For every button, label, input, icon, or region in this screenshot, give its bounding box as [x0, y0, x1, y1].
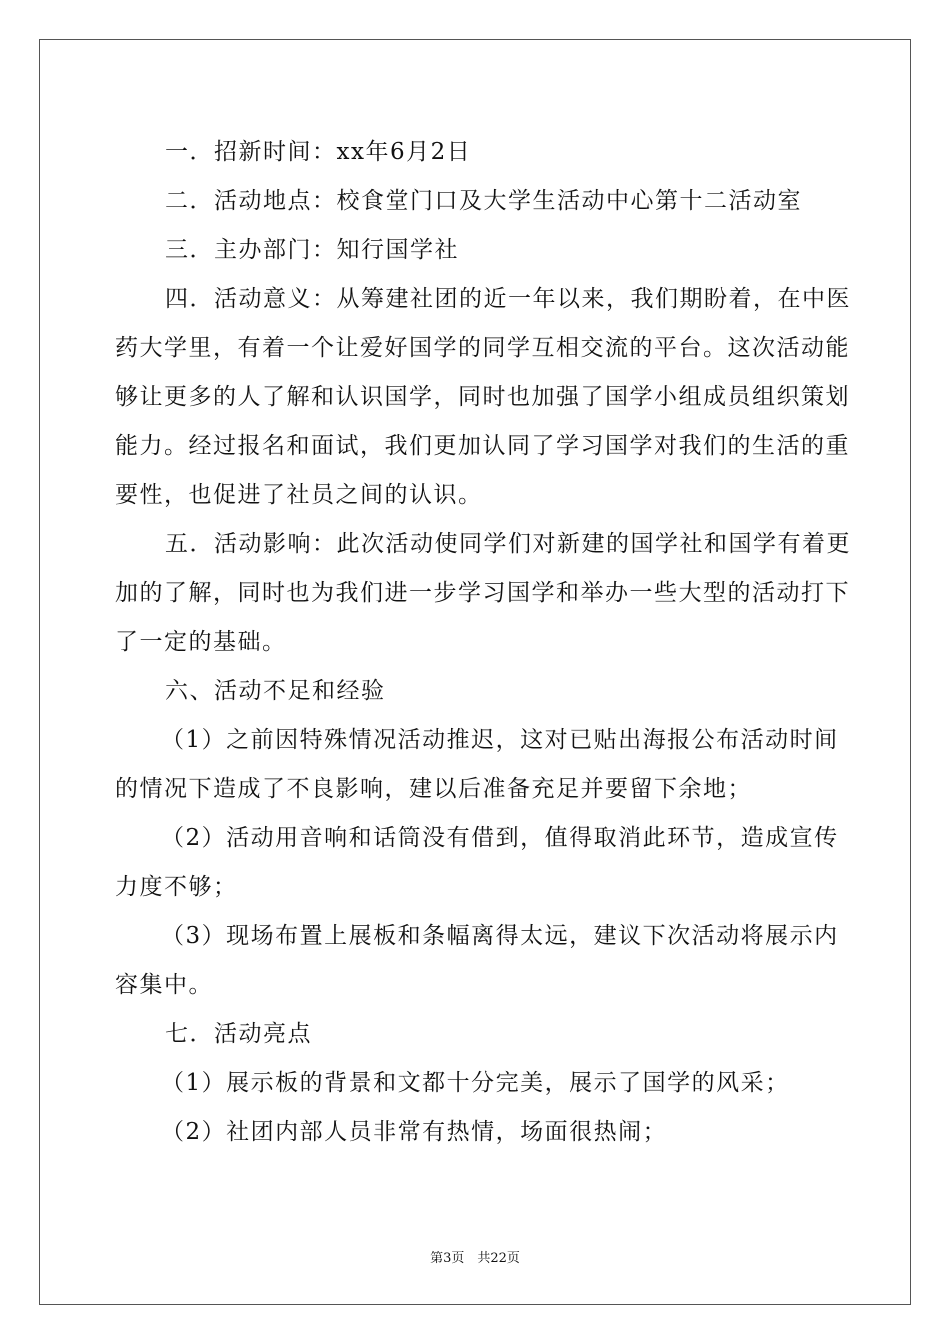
paragraph-line: （2）社团内部人员非常有热情，场面很热闹； [161, 1119, 668, 1145]
paragraph-line: 能力。经过报名和面试，我们更加认同了学习国学对我们的生活的重 [115, 433, 850, 459]
paragraph [115, 1108, 845, 1157]
paragraph [115, 128, 845, 177]
paragraph [115, 226, 845, 275]
paragraph [115, 814, 845, 912]
paragraph-line: 三．主办部门：知行国学社 [165, 237, 459, 263]
paragraph-line: 药大学里，有着一个让爱好国学的同学互相交流的平台。这次活动能 [115, 335, 850, 361]
paragraph-line: 加的了解，同时也为我们进一步学习国学和举办一些大型的活动打下 [115, 580, 850, 606]
paragraph [115, 275, 851, 520]
paragraph-line: 六、活动不足和经验 [165, 678, 386, 704]
paragraph [115, 667, 845, 716]
paragraph [115, 716, 845, 814]
paragraph [115, 1059, 845, 1108]
paragraph-line: （1）之前因特殊情况活动推迟，这对已贴出海报公布活动时间 [161, 727, 839, 753]
paragraph-line: 要性，也促进了社员之间的认识。 [115, 482, 483, 508]
paragraph-line: 了一定的基础。 [115, 629, 287, 655]
paragraph [115, 1010, 845, 1059]
paragraph-line: 四．活动意义：从筹建社团的近一年以来，我们期盼着，在中医 [165, 286, 851, 312]
paragraph-line: 力度不够； [115, 874, 238, 900]
paragraph-line: 二．活动地点：校食堂门口及大学生活动中心第十二活动室 [165, 188, 802, 214]
paragraph-line: （3）现场布置上展板和条幅离得太远，建议下次活动将展示内 [161, 923, 839, 949]
paragraph-line: 的情况下造成了不良影响，建以后准备充足并要留下余地； [115, 776, 752, 802]
paragraph-line: 七．活动亮点 [165, 1021, 312, 1047]
paragraph-line: 容集中。 [115, 972, 213, 998]
paragraph-line: 五．活动影响：此次活动使同学们对新建的国学社和国学有着更 [165, 531, 851, 557]
paragraph-line: （1）展示板的背景和文都十分完美，展示了国学的风采； [161, 1070, 790, 1096]
paragraph-line: （2）活动用音响和话筒没有借到，值得取消此环节，造成宣传 [161, 825, 839, 851]
paragraph-line: 够让更多的人了解和认识国学，同时也加强了国学小组成员组织策划 [115, 384, 850, 410]
document-body [115, 128, 851, 1157]
page-footer: 第3页 共22页 [430, 1251, 520, 1266]
paragraph [115, 177, 845, 226]
paragraph-line: 一．招新时间：xx年6月2日 [165, 139, 472, 165]
paragraph [115, 520, 851, 667]
paragraph [115, 912, 845, 1010]
